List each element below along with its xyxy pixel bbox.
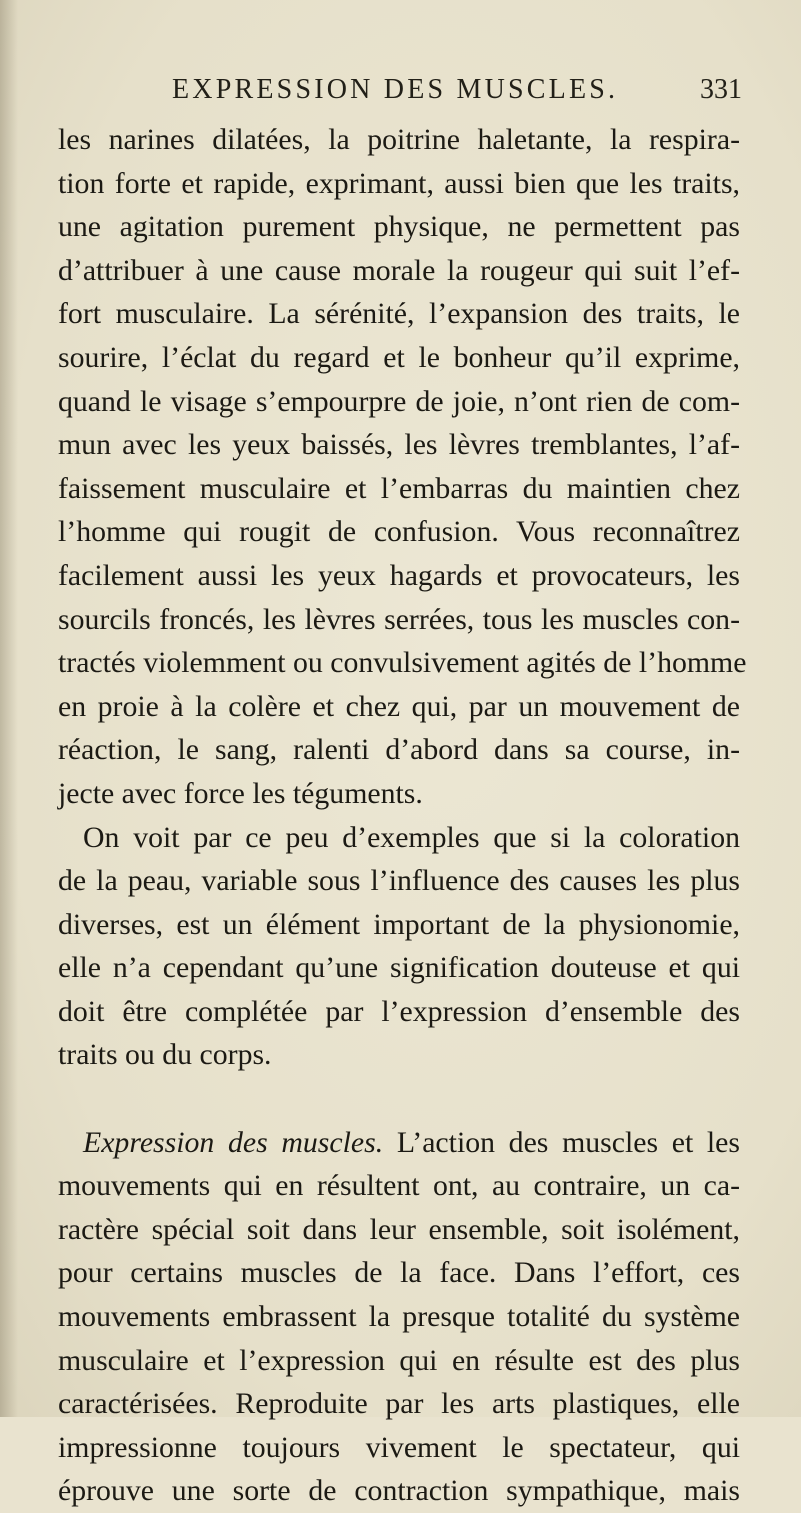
text-line: l’homme qui rougit de confusion. Vous reconnaîtrez — [58, 515, 740, 549]
text-line: On voit par ce peu d’exemples que si la coloration — [83, 820, 740, 854]
text-line: pour certains muscles de la face. Dans l’effort, ces — [58, 1256, 740, 1290]
text-line: de la peau, variable sous l’influence des causes les plus — [58, 864, 740, 898]
text-line: diverses, est un élément important de la physionomie, — [58, 907, 740, 941]
text-line: les narines dilatées, la poitrine haletante, la respira- — [58, 123, 740, 156]
text-line: tion forte et rapide, exprimant, aussi bien que les traits, — [58, 166, 740, 200]
text-line: doit être complétée par l’expression d’ensemble des — [58, 994, 740, 1028]
text-line: réaction, le sang, ralenti d’abord dans sa course, in- — [58, 733, 740, 767]
text-line: caractérisées. Reproduite par les arts plastiques, elle — [58, 1387, 740, 1421]
text-line: tractés violemment ou convulsivement agités de l’homme — [58, 646, 747, 680]
text-line: mun avec les yeux baissés, les lèvres tremblantes, l’af- — [58, 428, 740, 462]
text-line: ractère spécial soit dans leur ensemble, soit isolément, — [58, 1212, 740, 1246]
page-header — [0, 72, 801, 112]
text-line: quand le visage s’empourpre de joie, n’ont rien de com- — [58, 384, 740, 418]
page-number: 331 — [700, 74, 742, 105]
text-line: jecte avec force les téguments. — [58, 776, 423, 810]
paragraph-1 — [58, 118, 747, 816]
gutter-shadow — [0, 0, 18, 1417]
paragraph-gap — [58, 1077, 740, 1121]
text-line: musculaire et l’expression qui en résulte est des plus — [58, 1343, 740, 1377]
text-line: elle n’a cependant qu’une signification douteuse et qui — [58, 951, 740, 985]
text-line: impressionne toujours vivement le spectateur, qui — [58, 1430, 740, 1464]
text-line: mouvements embrassent la presque totalité du système — [58, 1300, 740, 1334]
text-line: fort musculaire. La sérénité, l’expansion des traits, le — [58, 297, 740, 331]
text-line: sourire, l’éclat du regard et le bonheur qu’il exprime, — [58, 340, 740, 374]
text-line: mouvements qui en résultent ont, au contraire, un ca- — [58, 1169, 740, 1203]
paragraph-2 — [58, 816, 740, 1078]
text-line — [58, 1121, 740, 1165]
text-line: une agitation purement physique, ne permettent pas — [58, 210, 740, 244]
paragraph-3 — [58, 1121, 740, 1513]
heading-line-rest: L’action des muscles et les — [383, 1125, 740, 1159]
text-line: traits ou du corps. — [58, 1038, 272, 1072]
body-text — [58, 118, 747, 1513]
text-line: faissement musculaire et l’embarras du maintien chez — [58, 471, 740, 505]
running-title: EXPRESSION DES MUSCLES. — [172, 74, 619, 105]
text-line: en proie à la colère et chez qui, par un mouvement de — [58, 689, 740, 723]
text-line: sourcils froncés, les lèvres serrées, tous les muscles con- — [58, 602, 740, 636]
text-line: d’attribuer à une cause morale la rougeur qui suit l’ef- — [58, 253, 740, 287]
text-line: éprouve une sorte de contraction sympathique, mais — [58, 1474, 740, 1508]
text-line: facilement aussi les yeux hagards et provocateurs, les — [58, 558, 740, 592]
section-heading: Expression des muscles. — [83, 1125, 384, 1159]
